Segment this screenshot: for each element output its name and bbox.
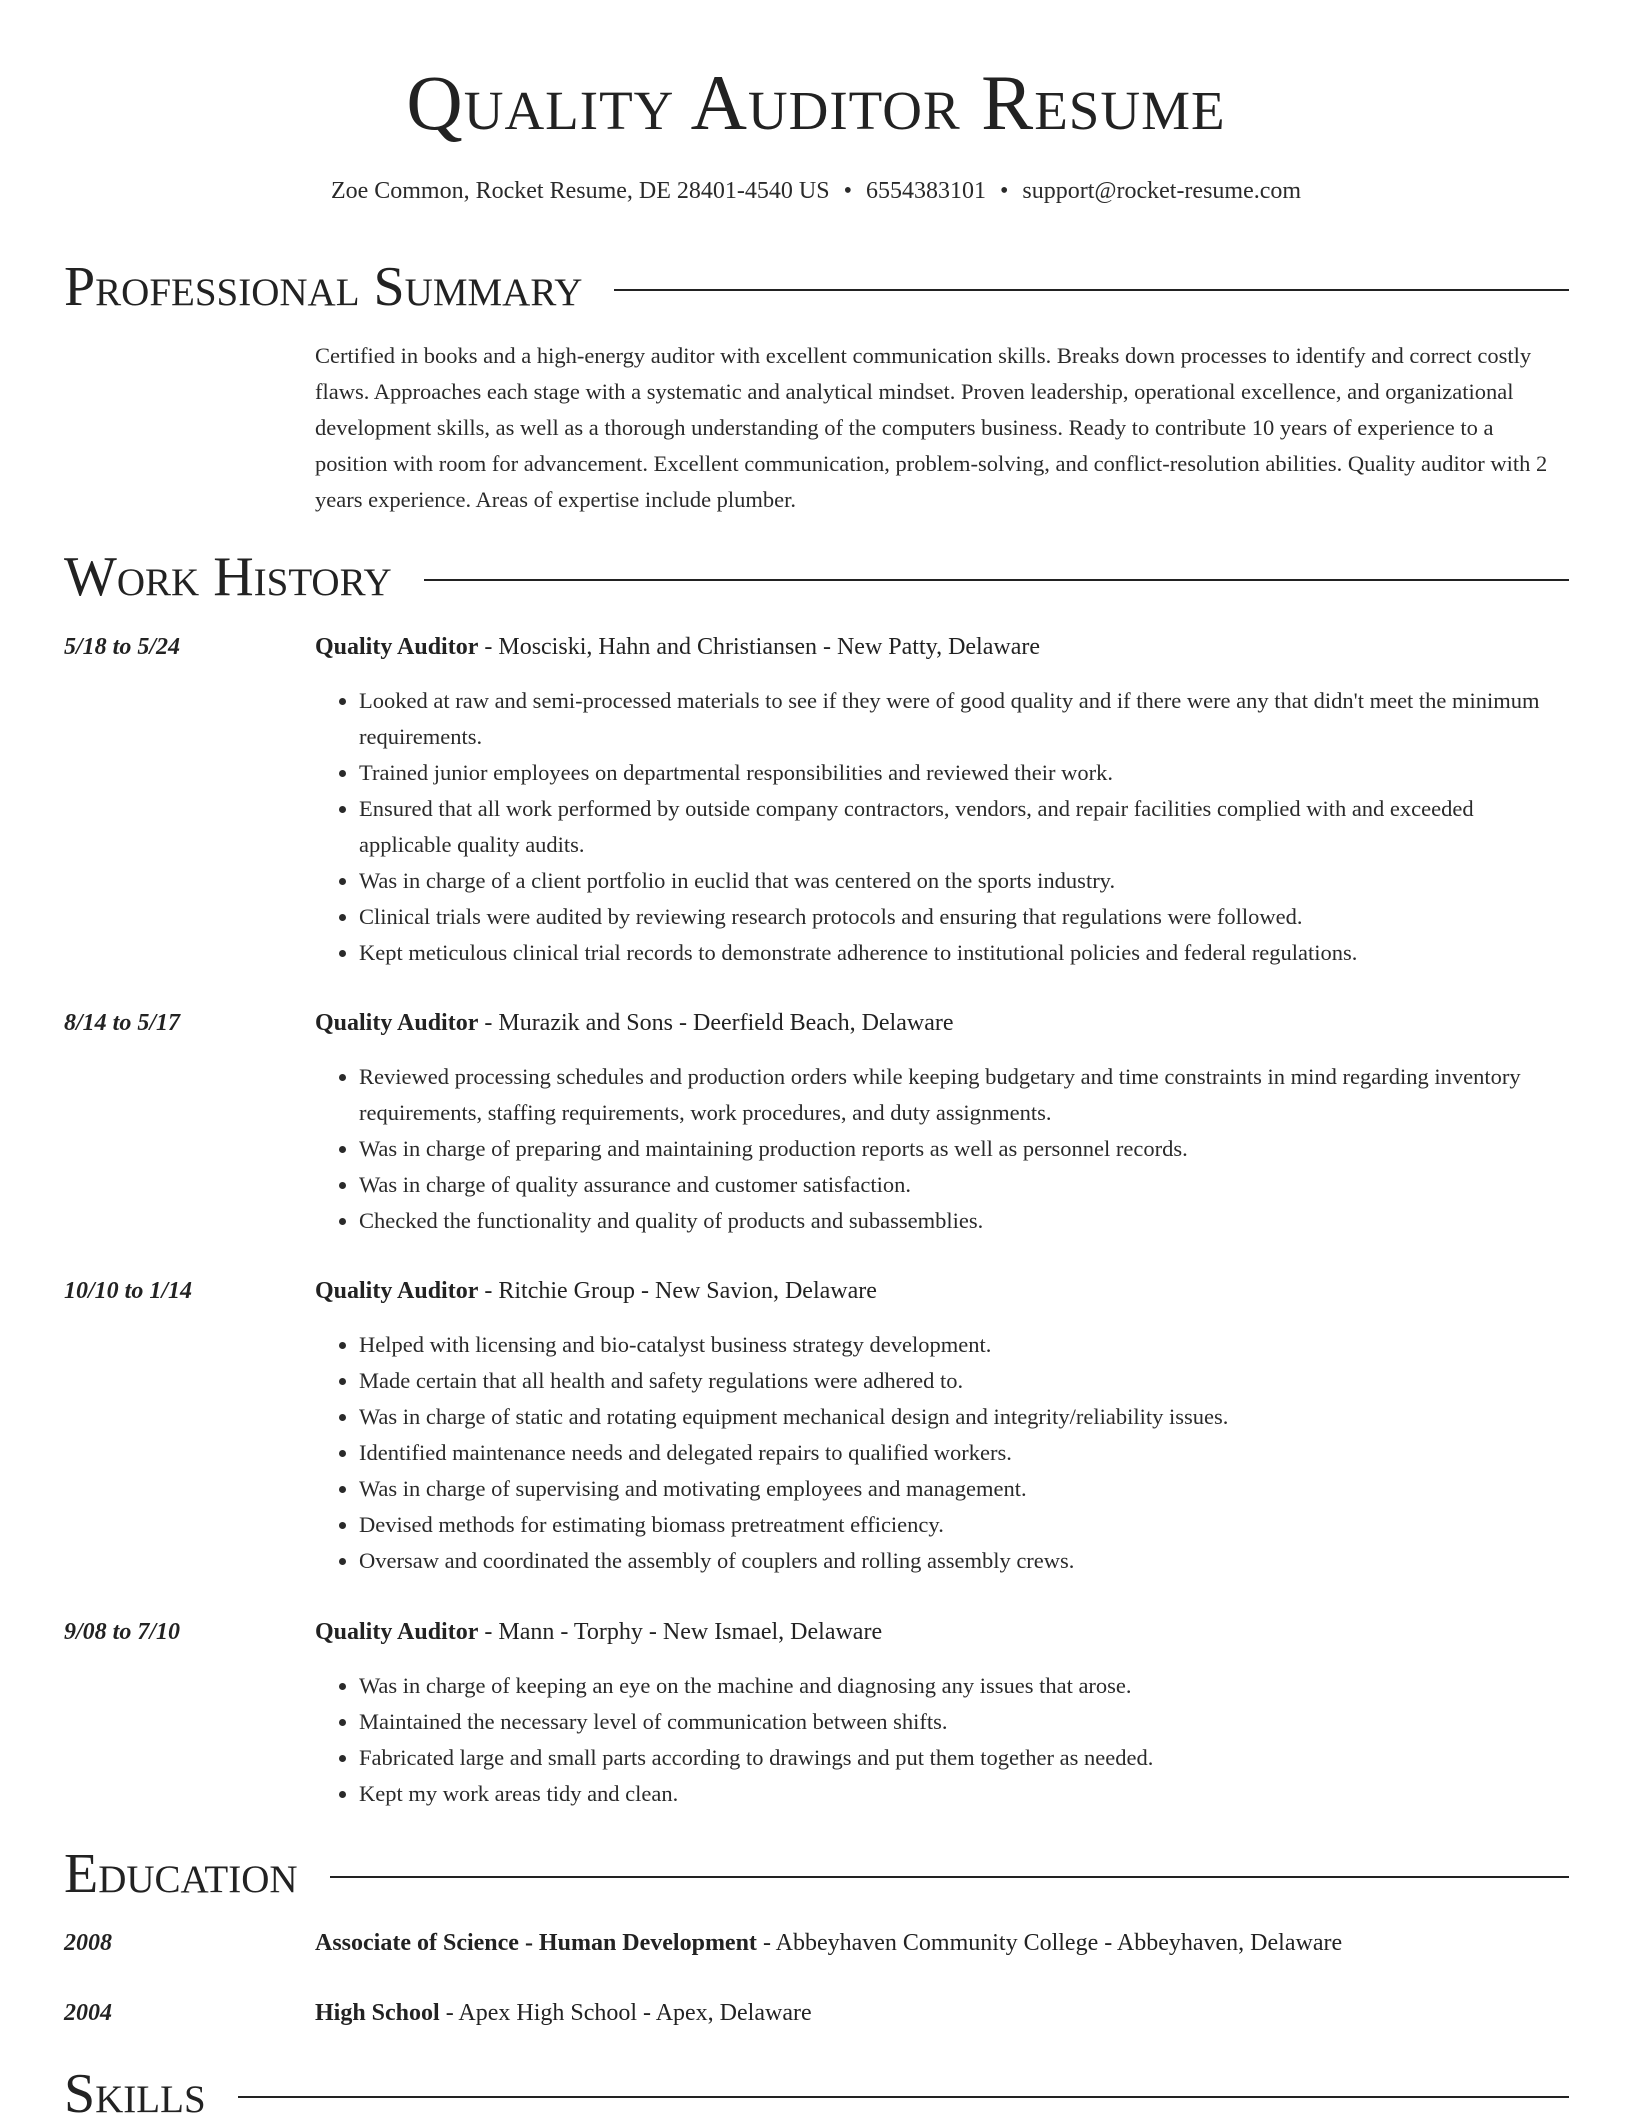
section-header-education: [64, 1842, 1569, 1906]
list-item: • Devised methods for estimating biomass pretreatment efficiency.: [359, 1507, 1570, 1543]
work-details: - Murazik and Sons - Deerfield Beach, Delaware: [478, 1010, 954, 1036]
work-date: 10/10 to 1/14: [64, 1278, 193, 1304]
section-header-summary: [64, 255, 1569, 319]
work-role: Quality Auditor: [315, 1619, 479, 1645]
work-bullets: [315, 683, 1570, 971]
section-title-summary: Professional Summary: [64, 256, 583, 318]
education-date: 2008: [64, 1930, 112, 1956]
list-item: • Checked the functionality and quality of products and subassemblies.: [359, 1203, 1570, 1239]
work-headline: [315, 1614, 1570, 1650]
work-role: Quality Auditor: [315, 1278, 479, 1304]
list-item: • Clinical trials were audited by reviewing research protocols and ensuring that regulations were followed.: [359, 899, 1570, 935]
education-date: 2004: [64, 2000, 112, 2026]
education-degree: Associate of Science - Human Development: [315, 1930, 757, 1956]
work-bullets: [315, 1059, 1570, 1239]
work-role: Quality Auditor: [315, 1010, 479, 1036]
education-details: - Abbeyhaven Community College - Abbeyhaven, Delaware: [756, 1930, 1343, 1956]
list-item: • Trained junior employees on departmental responsibilities and reviewed their work.: [359, 755, 1570, 791]
list-item: • Kept my work areas tidy and clean.: [359, 1776, 1570, 1812]
work-headline: [315, 1005, 1570, 1041]
list-item: • Kept meticulous clinical trial records to demonstrate adherence to institutional policies and federal regulations.: [359, 935, 1570, 971]
work-role: Quality Auditor: [315, 634, 479, 660]
education-headline: [315, 1925, 1570, 1961]
work-date: 5/18 to 5/24: [64, 634, 181, 660]
work-details: - Mann - Torphy - New Ismael, Delaware: [478, 1619, 883, 1645]
work-date: 8/14 to 5/17: [64, 1010, 181, 1036]
list-item: • Looked at raw and semi-processed materials to see if they were of good quality and if there were any that didn't meet the minimum requirements.: [359, 683, 1570, 755]
work-headline: [315, 629, 1570, 665]
education-degree: High School: [315, 2000, 440, 2026]
list-item: • Made certain that all health and safety regulations were adhered to.: [359, 1363, 1570, 1399]
education-headline: [315, 1995, 1570, 2031]
section-header-skills: [64, 2062, 1569, 2126]
contact-line: [0, 176, 1632, 206]
list-item: • Was in charge of supervising and motivating employees and management.: [359, 1471, 1570, 1507]
list-item: • Was in charge of a client portfolio in euclid that was centered on the sports industry.: [359, 863, 1570, 899]
section-divider: [424, 579, 1569, 581]
work-details: - Ritchie Group - New Savion, Delaware: [478, 1278, 877, 1304]
section-divider: [330, 1876, 1569, 1878]
work-headline: [315, 1273, 1570, 1309]
list-item: • Was in charge of keeping an eye on the machine and diagnosing any issues that arose.: [359, 1668, 1570, 1704]
section-header-work: [64, 545, 1569, 609]
contact-separator: •: [999, 178, 1009, 204]
list-item: • Was in charge of preparing and maintaining production reports as well as personnel records.: [359, 1131, 1570, 1167]
work-bullets: [315, 1668, 1570, 1812]
list-item: • Fabricated large and small parts according to drawings and put them together as needed.: [359, 1740, 1570, 1776]
work-details: - Mosciski, Hahn and Christiansen - New Patty, Delaware: [478, 634, 1041, 660]
list-item: • Was in charge of static and rotating equipment mechanical design and integrity/reliability issues.: [359, 1399, 1570, 1435]
section-title-work: Work History: [64, 546, 392, 608]
list-item: • Oversaw and coordinated the assembly of couplers and rolling assembly crews.: [359, 1543, 1570, 1579]
contact-separator: •: [843, 178, 852, 204]
list-item: • Maintained the necessary level of communication between shifts.: [359, 1704, 1570, 1740]
page-title: Quality Auditor Resume: [406, 59, 1226, 146]
contact-phone: 6554383101: [865, 178, 986, 204]
section-title-skills: Skills: [64, 2063, 206, 2125]
section-divider: [614, 289, 1569, 291]
education-details: - Apex High School - Apex, Delaware: [439, 2000, 812, 2026]
work-date: 9/08 to 7/10: [64, 1619, 181, 1645]
section-divider: [238, 2096, 1569, 2098]
list-item: • Ensured that all work performed by outside company contractors, vendors, and repair facilities complied with and exceeded applicable quality audits.: [359, 791, 1570, 863]
summary-text: Certified in books and a high-energy auditor with excellent communication skills. Breaks down processes to identify and correct costly flaws. Approaches each stage with a systematic and analytical mindset. Proven leadership, operational excellence, and organizational development skills, as well as a thorough understanding of the computers business. Ready to contribute 10 years of experience to a position with room for advancement. Excellent communication, problem-solving, and conflict-resolution abilities. Quality auditor with 2 years experience. Areas of expertise include plumber.: [315, 343, 1548, 512]
contact-email: support@rocket-resume.com: [1022, 178, 1302, 204]
list-item: • Helped with licensing and bio-catalyst business strategy development.: [359, 1327, 1570, 1363]
list-item: • Was in charge of quality assurance and customer satisfaction.: [359, 1167, 1570, 1203]
section-title-education: Education: [64, 1843, 298, 1905]
contact-address: Zoe Common, Rocket Resume, DE 28401-4540 US: [330, 178, 830, 204]
list-item: • Reviewed processing schedules and production orders while keeping budgetary and time constraints in mind regarding inventory requirements, staffing requirements, work procedures, and duty assignments.: [359, 1059, 1570, 1131]
work-bullets: [315, 1327, 1570, 1579]
list-item: • Identified maintenance needs and delegated repairs to qualified workers.: [359, 1435, 1570, 1471]
